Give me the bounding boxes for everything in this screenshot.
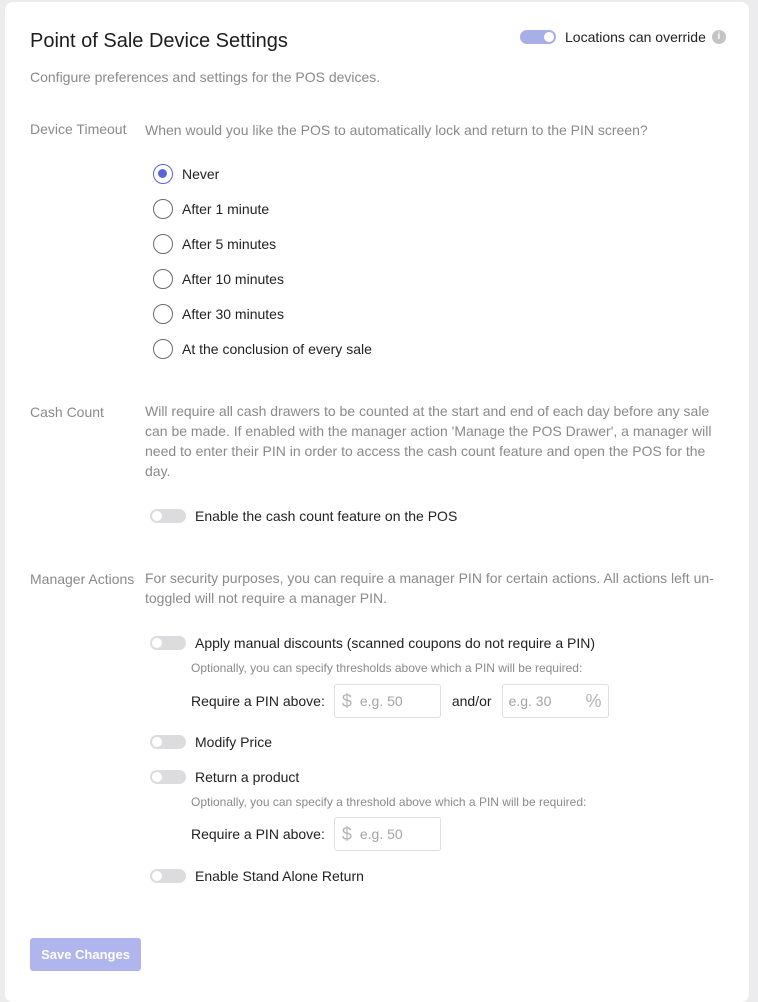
timeout-option-5-minutes[interactable] [153, 234, 276, 254]
radio-checked-icon[interactable] [153, 164, 173, 184]
discount-amount-input[interactable] [334, 684, 441, 718]
radio-icon[interactable] [153, 304, 173, 324]
cash-count-description: Will require all cash drawers to be counted at the start and end of each day before any sale can be made. If enabled with the manager action 'Manage the POS Drawer', a manager will need to enter their PIN in order to access the cash count feature and open the POS for the day. [145, 403, 712, 479]
locations-override[interactable] [520, 29, 726, 45]
manual-discounts-toggle-row[interactable] [150, 635, 595, 651]
timeout-option-never[interactable] [153, 164, 219, 184]
option-label: After 10 minutes [182, 271, 284, 287]
timeout-option-1-minute[interactable] [153, 199, 269, 219]
return-product-label: Return a product [195, 769, 300, 785]
return-pin-row [191, 817, 441, 851]
discount-percent-input[interactable] [502, 684, 609, 718]
cash-count-toggle[interactable] [150, 509, 186, 523]
percent-icon: % [585, 690, 602, 711]
stand-alone-return-toggle-row[interactable] [150, 868, 364, 884]
return-product-toggle-row[interactable] [150, 769, 299, 785]
stand-alone-return-label: Enable Stand Alone Return [195, 868, 364, 884]
radio-icon[interactable] [153, 339, 173, 359]
option-label: After 1 minute [182, 201, 270, 217]
amount-placeholder: e.g. 50 [359, 826, 403, 842]
modify-price-toggle-row[interactable] [150, 734, 272, 750]
return-amount-input[interactable] [334, 817, 441, 851]
radio-icon[interactable] [153, 234, 173, 254]
andor-label: and/or [451, 693, 492, 709]
cash-count-label: Cash Count [30, 404, 104, 420]
override-label: Locations can override [565, 29, 706, 45]
radio-icon[interactable] [153, 269, 173, 289]
amount-placeholder: e.g. 50 [359, 693, 403, 709]
dollar-icon: $ [341, 690, 352, 711]
manager-actions-description: For security purposes, you can require a manager PIN for certain actions. All actions left un-toggled will not require a manager PIN. [145, 570, 714, 606]
discounts-pin-row [191, 684, 609, 718]
manual-discounts-label: Apply manual discounts (scanned coupons do not require a PIN) [195, 635, 596, 651]
timeout-option-30-minutes[interactable] [153, 304, 284, 324]
percent-placeholder: e.g. 30 [508, 693, 552, 709]
pin-label: Require a PIN above: [191, 826, 325, 842]
manager-actions-label: Manager Actions [30, 571, 135, 587]
option-label: After 5 minutes [182, 236, 277, 252]
return-hint: Optionally, you can specify a threshold above which a PIN will be required: [191, 795, 587, 809]
page-subtitle: Configure preferences and settings for the POS devices. [30, 69, 381, 85]
dollar-icon: $ [341, 823, 352, 844]
option-label: At the conclusion of every sale [182, 341, 372, 357]
save-changes-button[interactable]: Save Changes [30, 938, 141, 971]
stand-alone-return-toggle[interactable] [150, 869, 186, 883]
cash-count-toggle-label: Enable the cash count feature on the POS [195, 508, 458, 524]
info-icon[interactable]: i [712, 30, 726, 44]
device-timeout-label: Device Timeout [30, 121, 127, 137]
option-label: Never [182, 166, 220, 182]
device-timeout-description: When would you like the POS to automatically lock and return to the PIN screen? [145, 122, 648, 138]
timeout-option-every-sale[interactable] [153, 339, 372, 359]
manual-discounts-toggle[interactable] [150, 636, 186, 650]
discounts-hint: Optionally, you can specify thresholds above which a PIN will be required: [191, 661, 583, 675]
override-toggle[interactable] [520, 30, 556, 44]
pin-label: Require a PIN above: [191, 693, 325, 709]
page-title: Point of Sale Device Settings [30, 30, 288, 52]
settings-card [5, 2, 749, 1002]
option-label: After 30 minutes [182, 306, 284, 322]
return-product-toggle[interactable] [150, 770, 186, 784]
timeout-option-10-minutes[interactable] [153, 269, 284, 289]
modify-price-toggle[interactable] [150, 735, 186, 749]
modify-price-label: Modify Price [195, 734, 273, 750]
cash-count-toggle-row[interactable] [150, 508, 457, 524]
radio-icon[interactable] [153, 199, 173, 219]
